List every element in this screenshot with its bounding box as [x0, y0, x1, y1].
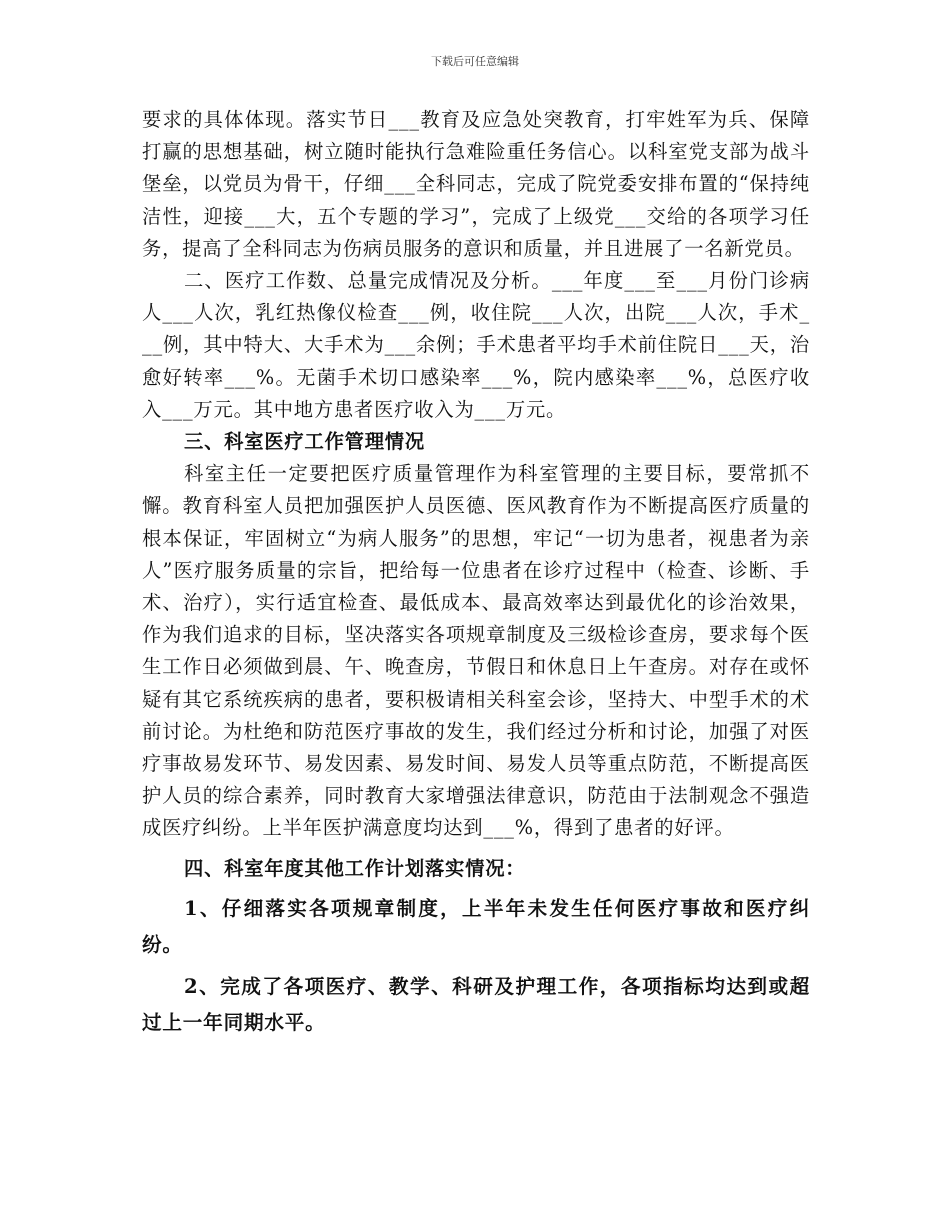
list-item-work-completed: 2、完成了各项医疗、教学、科研及护理工作，各项指标均达到或超过上一年同期水平。 — [142, 974, 810, 1034]
paragraph-medical-workload: 二、医疗工作数、总量完成情况及分析。___年度___至___月份门诊病人___人次，乳红热像仪检查___例，收住院___人次，出院___人次，手术___例，其中特大、大手术为___余例；手术患者平均手术前住院日___天，治愈好转率___%。无菌手术切口感染率___%，院内感染率___%，总医疗收入___万元。其中地方患者医疗收入为___万元。 — [142, 269, 810, 421]
page-header: 下载后可任意编辑 — [431, 55, 519, 68]
paragraph-party-education: 要求的具体体现。落实节日___教育及应急处突教育，打牢姓军为兵、保障打赢的思想基础，树立随时能执行急难险重任务信心。以科室党支部为战斗堡垒，以党员为骨干，仔细___全科同志，完成了院党委安排布置的“保持纯洁性，迎接___大，五个专题的学习”，完成了上级党___交给的各项学习任务，提高了全科同志为伤病员服务的意识和质量，并且进展了一名新党员。 — [142, 108, 810, 260]
section-heading-other-plans: 四、科室年度其他工作计划落实情况： — [184, 856, 526, 880]
section-heading-management: 三、科室医疗工作管理情况 — [184, 430, 425, 454]
document-body — [142, 104, 810, 1041]
list-item-regulations: 1、仔细落实各项规章制度，上半年未发生任何医疗事故和医疗纠纷。 — [142, 896, 810, 956]
paragraph-quality-management: 科室主任一定要把医疗质量管理作为科室管理的主要目标，要常抓不懈。教育科室人员把加强医护人员医德、医风教育作为不断提高医疗质量的根本保证，牢固树立“为病人服务”的思想，牢记“一切为患者，视患者为亲人”医疗服务质量的宗旨，把给每一位患者在诊疗过程中（检查、诊断、手术、治疗），实行适宜检查、最低成本、最高效率达到最优化的诊治效果，作为我们追求的目标，坚决落实各项规章制度及三级检诊查房，要求每个医生工作日必须做到晨、午、晚查房，节假日和休息日上午查房。对存在或怀疑有其它系统疾病的患者，要积极请相关科室会诊，坚持大、中型手术的术前讨论。为杜绝和防范医疗事故的发生，我们经过分析和讨论，加强了对医疗事故易发环节、易发因素、易发时间、易发人员等重点防范，不断提高医护人员的综合素养，同时教育大家增强法律意识，防范由于法制观念不强造成医疗纠纷。上半年医护满意度均达到___%，得到了患者的好评。 — [142, 462, 810, 840]
